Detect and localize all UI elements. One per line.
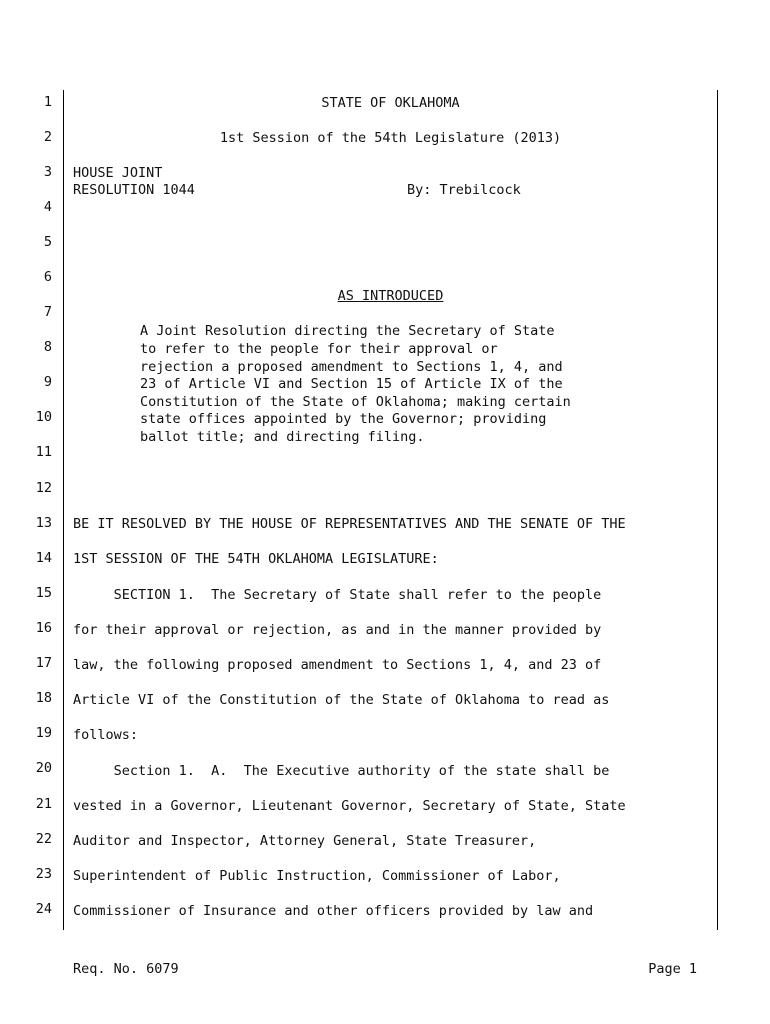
body-line: law, the following proposed amendment to Sections 1, 4, and 23 of [73,657,602,673]
line-number: 6 [43,269,52,285]
measure-number: RESOLUTION 1044 [73,182,195,198]
line-number: 12 [35,480,52,496]
body-line: for their approval or rejection, as and in the manner provided by [73,622,602,638]
line-number: 16 [35,620,52,636]
enacting-clause: BE IT RESOLVED BY THE HOUSE OF REPRESENTATIVES AND THE SENATE OF THE [73,516,626,532]
author-line: By: Trebilcock [407,182,521,198]
line-number: 20 [35,760,52,776]
measure-type: HOUSE JOINT [73,165,163,181]
title-line: A Joint Resolution directing the Secretary of State [140,323,555,339]
line-number: 4 [43,199,52,215]
line-number: 2 [43,129,52,145]
title-line: rejection a proposed amendment to Sections 1, 4, and [140,359,563,375]
body-line: vested in a Governor, Lieutenant Governor, Secretary of State, State [73,798,626,814]
line-number: 21 [35,796,52,812]
body-line: Article VI of the Constitution of the State of Oklahoma to read as [73,692,610,708]
line-number: 23 [35,866,52,882]
title-line: to refer to the people for their approval or [140,341,498,357]
body-line: Superintendent of Public Instruction, Commissioner of Labor, [73,868,561,884]
body-line: Section 1. A. The Executive authority of the state shall be [73,763,610,779]
line-number: 22 [35,831,52,847]
line-number: 11 [35,444,52,460]
line-number: 9 [43,374,52,390]
line-number: 15 [35,585,52,601]
title-line: state offices appointed by the Governor; providing [140,411,547,427]
line-number: 17 [35,655,52,671]
line-number: 13 [35,515,52,531]
line-number: 8 [43,339,52,355]
session-heading: 1st Session of the 54th Legislature (2013) [219,130,562,146]
title-line: Constitution of the State of Oklahoma; making certain [140,394,571,410]
body-line: Commissioner of Insurance and other officers provided by law and [73,903,594,919]
line-number: 7 [43,304,52,320]
request-number: Req. No. 6079 [73,961,179,977]
body-line: SECTION 1. The Secretary of State shall refer to the people [73,587,602,603]
state-heading: STATE OF OKLAHOMA [321,95,460,111]
body-line: Auditor and Inspector, Attorney General, State Treasurer, [73,833,537,849]
line-number: 10 [35,409,52,425]
body-line: follows: [73,727,139,743]
title-line: 23 of Article VI and Section 15 of Article IX of the [140,376,563,392]
page-number: Page 1 [648,961,697,977]
line-number: 5 [43,234,52,250]
line-number: 18 [35,690,52,706]
line-number: 24 [35,901,52,917]
left-margin-rule [63,90,64,930]
line-number: 14 [35,550,52,566]
title-line: ballot title; and directing filing. [140,429,425,445]
line-number: 3 [43,164,52,180]
line-number: 1 [43,94,52,110]
status-heading: AS INTRODUCED [337,288,444,304]
right-margin-rule [717,90,718,930]
enacting-clause: 1ST SESSION OF THE 54TH OKLAHOMA LEGISLATURE: [73,551,439,567]
line-number: 19 [35,725,52,741]
